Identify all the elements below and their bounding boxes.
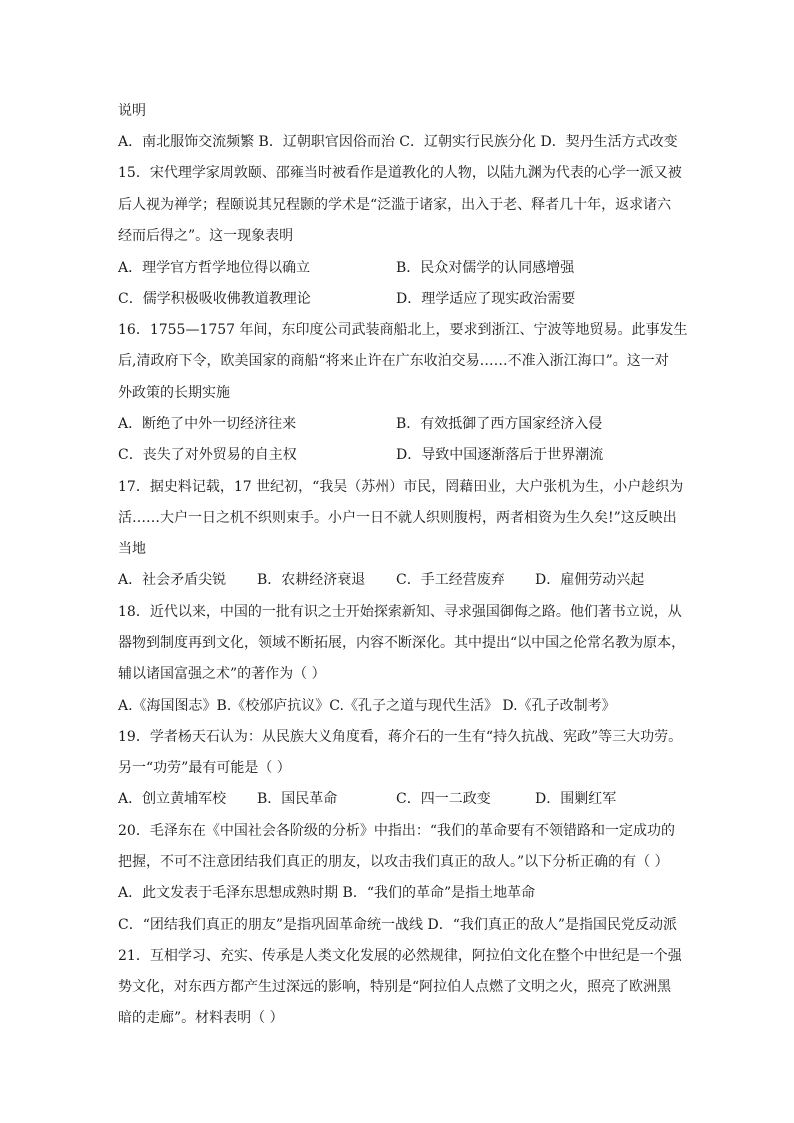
q19-option-a: A．创立黄埔军校 — [118, 791, 227, 807]
q17-stem-line-3: 当地 — [118, 541, 146, 557]
q20-options-line-2: C．“团结我们真正的朋友”是指巩固革命统一战线 D．“我们真正的敌人”是指国民党反动派 — [118, 917, 678, 933]
q17-option-c: C．手工经营废弃 — [396, 572, 505, 588]
q15-option-a: A．理学官方哲学地位得以确立 — [118, 260, 311, 276]
q16-option-b: B．有效抵御了西方国家经济入侵 — [396, 416, 603, 432]
q17-option-b: B．农耕经济衰退 — [257, 572, 366, 588]
q20-stem-line-1: 20．毛泽东在《中国社会各阶级的分析》中指出：“我们的革命要有不领错路和一定成功的 — [118, 823, 675, 839]
q21-stem-line-1: 21．互相学习、充实、传承是人类文化发展的必然规律，阿拉伯文化在整个中世纪是一个强 — [118, 948, 682, 964]
q19-option-c: C．四一二政变 — [396, 791, 491, 807]
q16-option-c: C．丧失了对外贸易的自主权 — [118, 447, 297, 463]
q16-stem-line-3: 外政策的长期实施 — [118, 385, 230, 401]
q18-stem-line-1: 18．近代以来，中国的一批有识之士开始探索新知、寻求强国御侮之路。他们著书立说，从 — [118, 604, 682, 620]
q19-option-b: B．国民革命 — [257, 791, 338, 807]
q16-options-row-2 — [118, 445, 698, 465]
q16-option-a: A．断绝了中外一切经济往来 — [118, 416, 297, 432]
text-line: 说明 — [118, 103, 146, 119]
q17-option-a: A．社会矛盾尖锐 — [118, 572, 227, 588]
q19-stem-line-2: 另一“功劳”最有可能是（ ） — [118, 760, 291, 776]
q20-stem-line-2: 把握，不可不注意团结我们真正的朋友，以攻击我们真正的敌人。”以下分析正确的有（ ） — [118, 854, 669, 870]
q15-option-b: B．民众对儒学的认同感增强 — [396, 260, 575, 276]
q19-stem-line-1: 19．学者杨天石认为：从民族大义角度看，蒋介石的一生有“持久抗战、宪政”等三大功劳。 — [118, 729, 683, 745]
q15-stem-line-3: 经而后得之”。这一现象表明 — [118, 228, 294, 244]
q18-options-line: A.《海国图志》B.《校邠庐抗议》C.《孔子之道与现代生活》 D.《孔子改制考》 — [118, 698, 616, 714]
q15-options-row-2 — [118, 289, 698, 309]
q18-stem-line-2: 器物到制度再到文化，领域不断拓展，内容不断深化。其中提出“以中国之伦常名教为原本， — [118, 635, 686, 651]
q14-options-line: A．南北服饰交流频繁 B．辽朝职官因俗而治 C．辽朝实行民族分化 D．契丹生活方式改变 — [118, 134, 678, 150]
q15-options-row-1 — [118, 258, 698, 278]
q15-stem-line-2: 后人视为禅学；程颐说其兄程颢的学术是“泛滥于诸家，出入于老、释者几十年，返求诸六 — [118, 197, 672, 213]
q17-option-d: D．雇佣劳动兴起 — [535, 572, 645, 588]
q15-option-c: C．儒学积极吸收佛教道教理论 — [118, 291, 311, 307]
q19-option-d: D．围剿红军 — [535, 791, 617, 807]
q16-option-d: D．导致中国逐渐落后于世界潮流 — [396, 447, 604, 463]
q20-options-line-1: A．此文发表于毛泽东思想成熟时期 B．“我们的革命”是指土地革命 — [118, 885, 536, 901]
q17-options-row — [118, 570, 698, 590]
q15-stem-line-1: 15．宋代理学家周敦颐、邵雍当时被看作是道教化的人物，以陆九渊为代表的心学一派又被 — [118, 165, 682, 181]
q21-stem-line-2: 势文化，对东西方都产生过深远的影响，特别是“阿拉伯人点燃了文明之火，照亮了欧洲黑 — [118, 979, 672, 995]
q18-stem-line-3: 辅以诸国富强之术”的著作为（ ） — [118, 666, 326, 682]
q17-stem-line-1: 17．据史料记载，17 世纪初，“我吴（苏州）市民，罔藉田业，大户张机为生，小户趁织为 — [118, 479, 684, 495]
q15-option-d: D．理学适应了现实政治需要 — [396, 291, 576, 307]
q16-options-row-1 — [118, 414, 698, 434]
q21-stem-line-3: 暗的走廊”。材料表明（ ） — [118, 1010, 284, 1026]
q17-stem-line-2: 活……大户一日之机不织则束手。小户一日不就人织则腹枵，两者相资为生久矣!”这反映出 — [118, 510, 677, 526]
q19-options-row — [118, 789, 698, 809]
q16-stem-line-1: 16．1755—1757 年间，东印度公司武装商船北上，要求到浙江、宁波等地贸易。此事发生 — [118, 322, 688, 338]
q16-stem-line-2: 后,清政府下令，欧美国家的商船“将来止许在广东收泊交易……不准入浙江海口”。这一对 — [118, 353, 669, 369]
